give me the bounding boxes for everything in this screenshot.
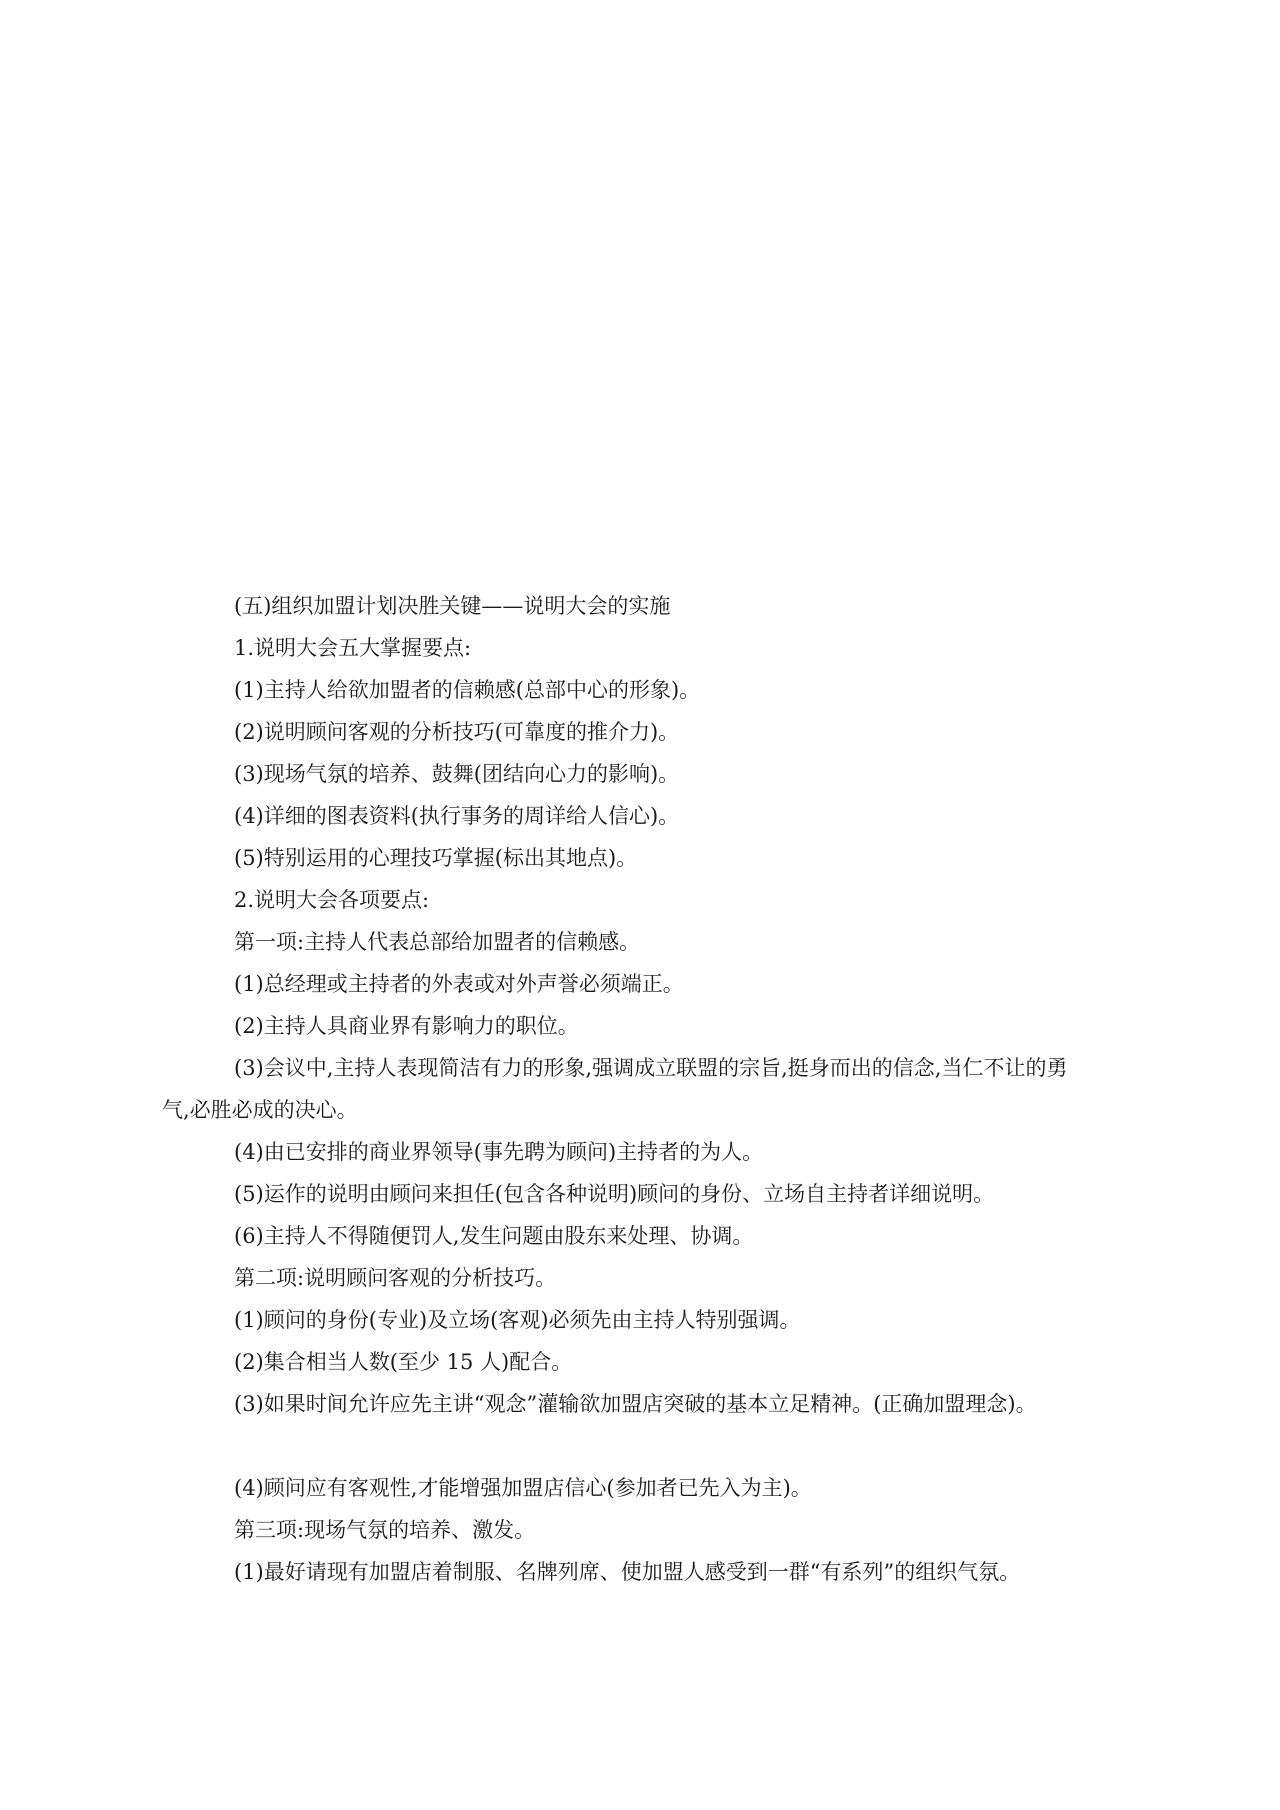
list-item: (5)运作的说明由顾问来担任(包含各种说明)顾问的身份、立场自主持者详细说明。 xyxy=(234,1182,995,1206)
list-item: (2)主持人具商业界有影响力的职位。 xyxy=(234,1014,579,1038)
list-item: (5)特别运用的心理技巧掌握(标出其地点)。 xyxy=(234,846,638,870)
subsection-heading: 1.说明大会五大掌握要点: xyxy=(234,636,472,660)
section-heading: (五)组织加盟计划决胜关键——说明大会的实施 xyxy=(234,594,671,618)
item-heading: 第二项:说明顾问客观的分析技巧。 xyxy=(234,1266,557,1290)
document-body xyxy=(162,585,1092,1593)
list-item: (4)由已安排的商业界领导(事先聘为顾问)主持者的为人。 xyxy=(234,1140,764,1164)
list-item: (6)主持人不得随便罚人,发生问题由股东来处理、协调。 xyxy=(234,1224,754,1248)
paragraph-spacer xyxy=(162,1425,1092,1467)
list-item: (3)会议中,主持人表现简洁有力的形象,强调成立联盟的宗旨,挺身而出的信念,当仁不让的勇气,必胜必成的决心。 xyxy=(162,1056,1068,1122)
subsection-heading: 2.说明大会各项要点: xyxy=(234,888,430,912)
list-item: (2)说明顾问客观的分析技巧(可靠度的推介力)。 xyxy=(234,720,680,744)
list-item: (4)详细的图表资料(执行事务的周详给人信心)。 xyxy=(234,804,680,828)
item-heading: 第三项:现场气氛的培养、激发。 xyxy=(234,1518,536,1542)
list-item: (2)集合相当人数(至少 15 人)配合。 xyxy=(234,1350,573,1374)
list-item: (1)顾问的身份(专业)及立场(客观)必须先由主持人特别强调。 xyxy=(234,1308,801,1332)
list-item: (3)现场气氛的培养、鼓舞(团结向心力的影响)。 xyxy=(234,762,680,786)
list-item: (1)总经理或主持者的外表或对外声誉必须端正。 xyxy=(234,972,684,996)
list-item: (3)如果时间允许应先主讲“观念”灌输欲加盟店突破的基本立足精神。(正确加盟理念)。 xyxy=(234,1392,1037,1416)
list-item: (1)主持人给欲加盟者的信赖感(总部中心的形象)。 xyxy=(234,678,701,702)
list-item: (1)最好请现有加盟店着制服、名牌列席、使加盟人感受到一群“有系列”的组织气氛。 xyxy=(234,1560,1021,1584)
list-item: (4)顾问应有客观性,才能增强加盟店信心(参加者已先入为主)。 xyxy=(234,1476,812,1500)
item-heading: 第一项:主持人代表总部给加盟者的信赖感。 xyxy=(234,930,641,954)
